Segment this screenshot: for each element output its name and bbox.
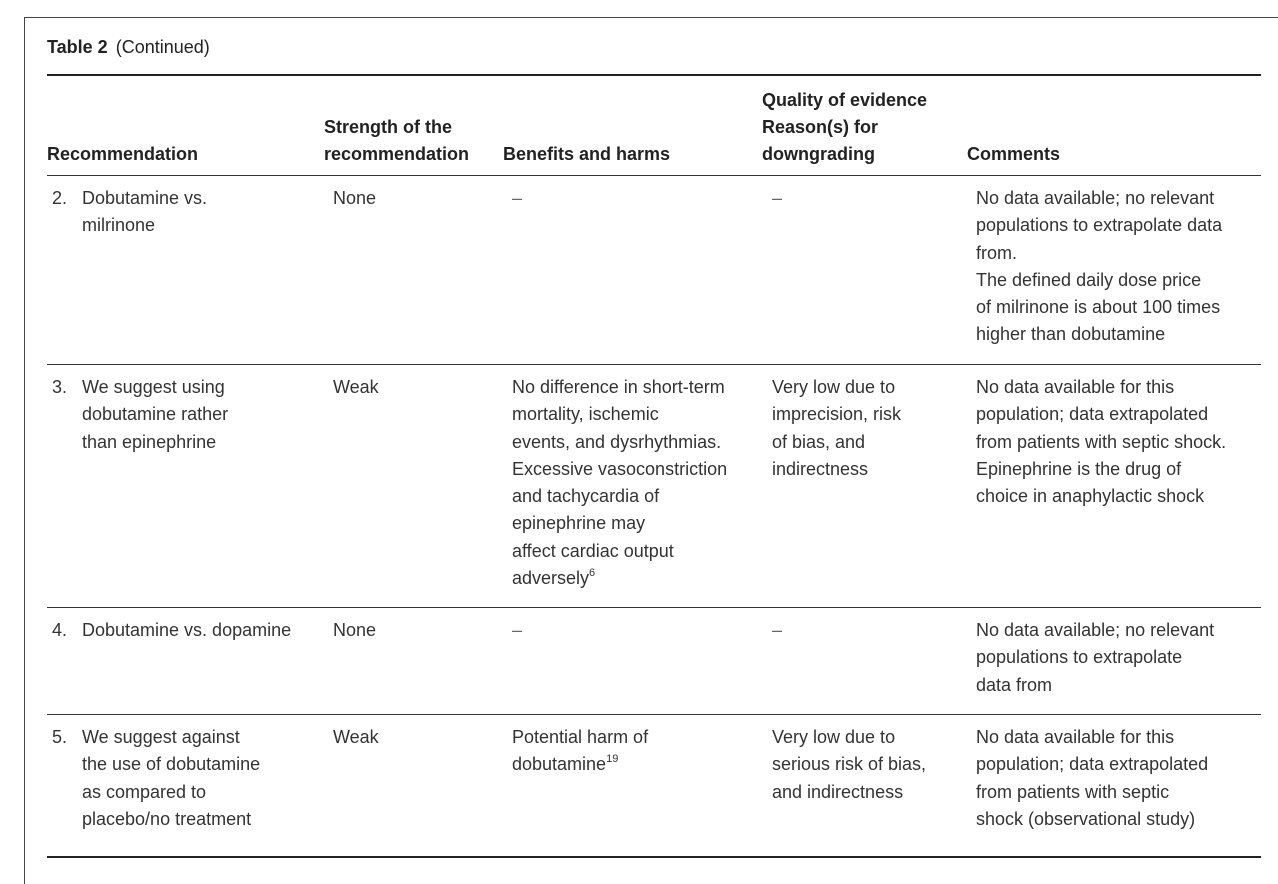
cell-line: affect cardiac output [512, 540, 674, 561]
row-quality [772, 374, 901, 483]
cell-line: higher than dobutamine [976, 324, 1166, 345]
cell-line: Very low due to [772, 377, 896, 397]
header-quality-line: Quality of evidence [762, 90, 928, 110]
cell-text: adversely [512, 568, 590, 589]
cell-line: milrinone [82, 215, 156, 236]
row-recommendation [82, 185, 207, 240]
cell-line: as compared to [82, 781, 207, 802]
cell-line: shock (observational study) [976, 808, 1196, 829]
header-strength [324, 114, 469, 168]
cell-line: choice in anaphylactic shock [976, 486, 1205, 507]
row-divider [47, 714, 1261, 715]
header-benefits: Benefits and harms [503, 144, 671, 164]
cell-line: placebo/no treatment [82, 808, 252, 829]
cell-line: imprecision, risk [772, 404, 902, 425]
header-strength-line: recommendation [324, 144, 470, 164]
cell-line: and indirectness [772, 781, 904, 802]
cell-line: and tachycardia of [512, 486, 660, 507]
header-comments: Comments [967, 144, 1061, 164]
cell-line: mortality, ischemic [512, 404, 659, 425]
cell-line: of bias, and [772, 431, 866, 452]
header-bottom-rule [47, 175, 1261, 176]
cell-line: We suggest using [82, 377, 225, 397]
cell-line: Dobutamine vs. [82, 188, 208, 208]
cell-line: No data available for this [976, 727, 1175, 747]
cell-line: No difference in short-term [512, 377, 725, 397]
row-recommendation [82, 617, 291, 644]
header-quality-line: downgrading [762, 144, 875, 164]
page-frame-top [24, 17, 1278, 18]
row-number: 5. [52, 727, 68, 747]
table-continued-note: (Continued) [115, 37, 210, 57]
cell-line [512, 565, 727, 592]
cell-line: Very low due to [772, 727, 896, 747]
page-frame-left [24, 17, 25, 884]
row-divider [47, 607, 1261, 608]
cell-line: population; data extrapolated [976, 754, 1209, 775]
row-strength: None [333, 620, 377, 640]
cell-line: population; data extrapolated [976, 404, 1209, 425]
row-divider [47, 364, 1261, 365]
table-caption [47, 37, 210, 58]
cell-line: Excessive vasoconstriction [512, 458, 728, 479]
cell-line: indirectness [772, 458, 869, 479]
cell-line: populations to extrapolate [976, 647, 1183, 668]
cell-line: Epinephrine is the drug of [976, 458, 1182, 479]
row-strength: Weak [333, 377, 379, 397]
cell-line: No data available for this [976, 377, 1175, 397]
cell-line: from patients with septic shock. [976, 431, 1227, 452]
row-comments [976, 374, 1226, 510]
header-quality-line: Reason(s) for [762, 117, 879, 137]
row-strength: None [333, 188, 377, 208]
cell-line: serious risk of bias, [772, 754, 927, 775]
cell-line: of milrinone is about 100 times [976, 297, 1221, 318]
header-recommendation: Recommendation [47, 144, 199, 164]
cell-line: No data available; no relevant [976, 620, 1215, 640]
reference-superscript: 19 [606, 753, 619, 766]
cell-line: Potential harm of [512, 727, 649, 747]
row-comments [976, 617, 1214, 699]
row-benefits: – [512, 620, 523, 640]
cell-line: than epinephrine [82, 431, 217, 452]
row-quality: – [772, 188, 783, 208]
row-number: 2. [52, 188, 68, 208]
cell-line: epinephrine may [512, 513, 646, 534]
row-quality: – [772, 620, 783, 640]
header-strength-line: Strength of the [324, 117, 452, 137]
cell-line: The defined daily dose price [976, 269, 1202, 290]
cell-line: from. [976, 242, 1018, 263]
cell-line: events, and dysrhythmias. [512, 431, 722, 452]
cell-line: the use of dobutamine [82, 754, 261, 775]
cell-line: from patients with septic [976, 781, 1170, 802]
row-comments [976, 724, 1208, 833]
cell-line: data from [976, 674, 1053, 695]
cell-line: populations to extrapolate data [976, 215, 1223, 236]
cell-line: We suggest against [82, 727, 240, 747]
cell-text: dobutamine [512, 754, 607, 775]
cell-line: dobutamine rather [82, 404, 229, 425]
cell-line [512, 751, 648, 778]
header-top-rule [47, 74, 1261, 76]
row-benefits [512, 374, 727, 592]
cell-line: Dobutamine vs. dopamine [82, 620, 292, 640]
table-bottom-rule [47, 856, 1261, 858]
table-label: Table 2 [47, 37, 108, 57]
row-benefits: – [512, 188, 523, 208]
row-comments [976, 185, 1222, 349]
row-recommendation [82, 724, 260, 833]
cell-line: No data available; no relevant [976, 188, 1215, 208]
row-number: 3. [52, 377, 68, 397]
row-strength: Weak [333, 727, 379, 747]
row-recommendation [82, 374, 228, 456]
row-number: 4. [52, 620, 68, 640]
reference-superscript: 6 [589, 567, 596, 580]
row-benefits [512, 724, 648, 779]
header-quality [762, 87, 927, 168]
row-quality [772, 724, 926, 806]
